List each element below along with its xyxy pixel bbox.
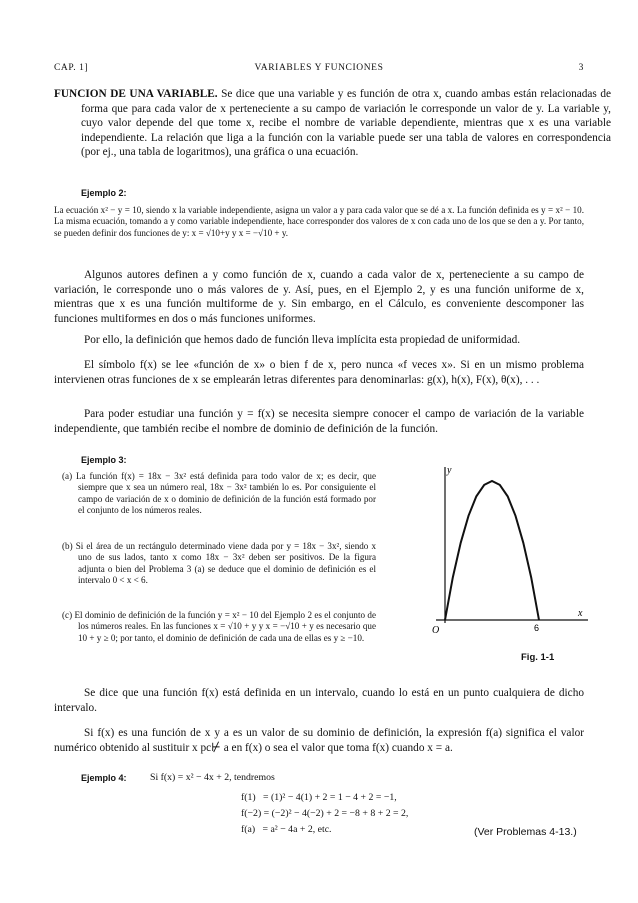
tick-label-6: 6	[534, 623, 540, 633]
page-number: 3	[578, 63, 584, 73]
parabola-curve	[445, 481, 539, 620]
paragraph-value-notation: Si f(x) es una función de x y a es un valor de su dominio de definición, la expresión f(a) significa el valor numérico obtenido al sustituir x pc⊬ a en f(x) o sea el valor que toma f(x) cuando x = a.	[54, 727, 584, 754]
paragraph-uniformity: Por ello, la definición que hemos dado de función lleva implícita esta propiedad de uniformidad.	[84, 334, 521, 346]
example-4-intro: Si f(x) = x² − 4x + 2, tendremos	[150, 772, 275, 783]
example-2-text: La ecuación x² − y = 10, siendo x la variable independiente, asigna un valor a y para cada valor que se dé a x. La función definida es y = x² − 10. La misma ecuación, tomando a y como variable independiente, hace corresponder dos valores de x con cada uno de los que se den a y. Por tanto, se pueden definir dos funciones de y: x = √10+y y x = −√10 + y.	[54, 205, 584, 238]
section-title: FUNCION DE UNA VARIABLE.	[54, 88, 218, 100]
example-2-label: Ejemplo 2:	[81, 188, 127, 198]
running-header	[54, 63, 584, 77]
chapter-title: VARIABLES Y FUNCIONES	[254, 63, 384, 73]
parabola-figure	[418, 463, 598, 638]
example-3-b: (b) Si el área de un rectángulo determinado viene dada por y = 18x − 3x², siendo x uno de sus lados, tanto x como 18x − 3x² deben ser positivos. De la figura adjunta o bien del Problema 3 (a) se deduce que el dominio de definición es el intervalo 0 < x < 6.	[62, 541, 376, 586]
origin-label: O	[432, 625, 440, 636]
example-3-c: (c) El dominio de definición de la función y = x² − 10 del Ejemplo 2 es el conjunto de los números reales. En las funciones x = √10 + y y x = −√10 + y es necesario que 10 + y ≥ 0; por tanto, el dominio de definición de cada una de ellas es y ≥ −10.	[62, 610, 376, 643]
example-3-label: Ejemplo 3:	[81, 455, 127, 465]
figure-caption: Fig. 1-1	[521, 652, 555, 663]
example-4-line-1: f(1) = (1)² − 4(1) + 2 = 1 − 4 + 2 = −1,	[241, 792, 397, 803]
example-3-a: (a) La función f(x) = 18x − 3x² está definida para todo valor de x; es decir, que siempre que x sea un número real, 18x − 3x² también lo es. Por consiguiente el campo de variación de x o dominio de definición de la función está formado por el conjunto de los números reales.	[62, 471, 376, 516]
problems-reference: (Ver Problemas 4-13.)	[474, 826, 577, 838]
section-text: Se dice que una variable y es función de otra x, cuando ambas están relacionadas de forma que para cada valor de x perteneciente a su campo de variación le corresponde un valor de y. La variable y, cuyo valor depende del que tome x, recibe el nombre de variable dependiente, mientras que x es una variable independiente. La relación que liga a la función con la variable puede ser una tabla de valores en correspondencia (por ej., una tabla de logaritmos), una gráfica o una ecuación.	[81, 88, 611, 159]
section-function-of-variable	[54, 87, 611, 160]
paragraph-symbol: El símbolo f(x) se lee «función de x» o bien f de x, pero nunca «f veces x». Si en un mismo problema intervienen otras funciones de x se emplearán letras diferentes para denominarlas: g(x), h(x), F(x), θ(x), . . .	[54, 359, 584, 386]
y-axis-label: y	[447, 465, 452, 476]
example-4-line-3: f(a) = a² − 4a + 2, etc.	[241, 824, 332, 835]
paragraph-defined-interval: Se dice que una función f(x) está definida en un intervalo, cuando lo está en un punto cualquiera de dicho intervalo.	[54, 687, 584, 714]
example-4-label: Ejemplo 4:	[81, 773, 127, 783]
x-axis-label: x	[578, 608, 583, 619]
paragraph-domain: Para poder estudiar una función y = f(x) se necesita siempre conocer el campo de variación de la variable independiente, que también recibe el nombre de dominio de definición de la función.	[54, 408, 584, 435]
paragraph-uniform-functions: Algunos autores definen a y como función de x, cuando a cada valor de x, perteneciente a su campo de variación, le corresponde uno o más valores de y. Así, pues, en el Ejemplo 2, y es una función uniforme de x, mientras que x es una función multiforme de y. Sin embargo, en el Cálculo, es conveniente descomponer las funciones multiformes en dos o más funciones uniformes.	[54, 269, 584, 325]
chapter-label: CAP. 1]	[54, 63, 89, 73]
example-4-line-2: f(−2) = (−2)² − 4(−2) + 2 = −8 + 8 + 2 = 2,	[241, 808, 409, 819]
